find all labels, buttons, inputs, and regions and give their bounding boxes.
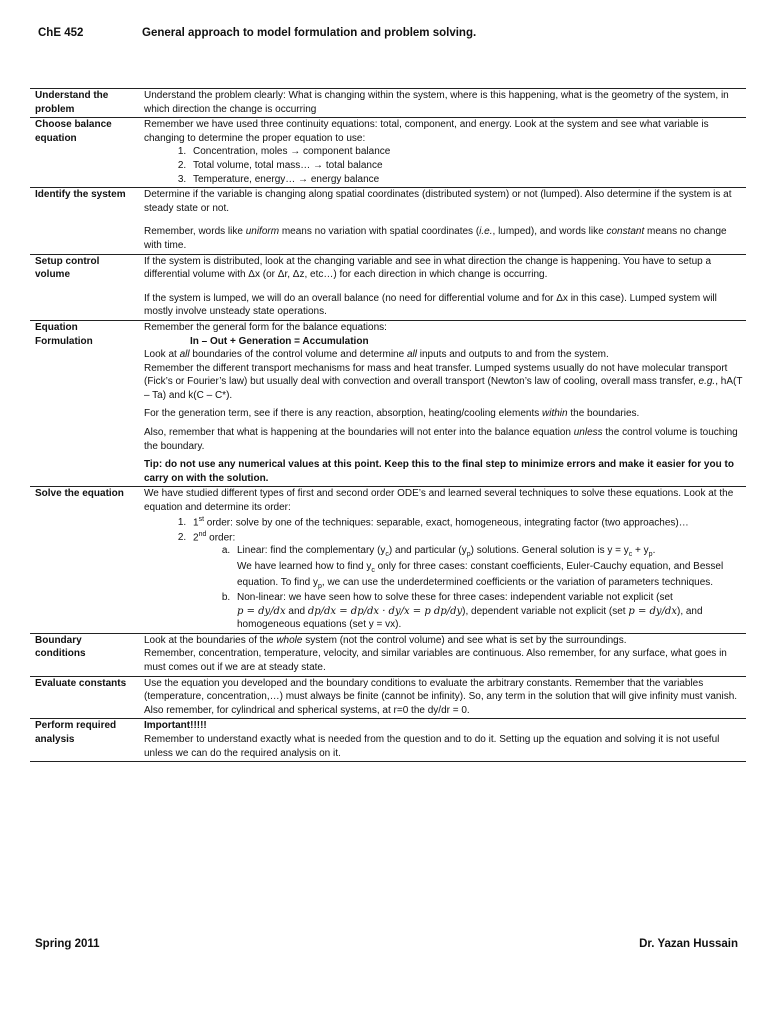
table-row <box>30 633 746 676</box>
row-content: Look at the boundaries of the whole system (not the control volume) and see what is set by the surroundings. Remember, concentration, temperature, velocity, and similar variables are continuous. Also remember, for any surface, what goes in must comes out if we are at steady state. <box>144 634 727 673</box>
row-label: Understand the problem <box>35 90 109 115</box>
table-row <box>30 487 746 633</box>
row-content: Determine if the variable is changing along spatial coordinates (distributed system) or not (lumped). Also determine if the system is at steady state or not. Remember, words like uniform means no variation with spatial coordinates (i.e., lumped), and words like constant means no change with time. <box>144 189 732 251</box>
course-code: ChE 452 <box>38 27 84 39</box>
important-note: Important!!!!! <box>144 720 207 732</box>
row-label: Equation Formulation <box>35 321 93 347</box>
row-label: Choose balance equation <box>35 119 112 144</box>
substitution-equation: p = dy/dx <box>237 605 286 617</box>
row-content: Understand the problem clearly: What is changing within the system, where is this happening, what is the geometry of the system, in which direction the change is occurring <box>144 90 729 115</box>
row-label: Boundary conditions <box>35 634 86 660</box>
tip-note: Tip: do not use any numerical values at this point. Keep this to the final step to minimize errors and make it easier for you to carry on with the solution. <box>144 459 734 484</box>
row-label: Solve the equation <box>35 488 124 500</box>
list-item: 1. 1st order: solve by one of the techniques: separable, exact, homogeneous, integrating factor (two approaches)… <box>189 515 743 530</box>
list-item: 1. Concentration, moles → component balance <box>189 145 743 159</box>
row-content: We have studied different types of first and second order ODE’s and learned several techniques to solve these equations. Look at the equation and determine its order: 1. 1st order: solve by one of the techniques: separable, exact, homogeneous, integrating factor (two approaches)… 2. 2nd order: a. Linear: find the complementary $(y_c)$ and particular $(y_p)$ solutions. General solution is $y = y_c + y_p$. We have learned how to find $y_c$ only for three cases: constant coefficients, Euler-Cauchy equation, and Bessel equation. To find $y_p$, we can use the underdetermined coefficients or the variation of parameters techniques. b. Non-linear: we have seen how to solve these for three cases: independent variable not explicit (set p = dy/dx and dp/dx = dp/dx · dy/x = p dp/dy), dependent variable not explicit (set p = dy/dx), and homogeneous equations (set y = vx). <box>136 487 746 633</box>
list-item: a. Linear: find the complementary $(y_c)$ and particular $(y_p)$ solutions. General solution is $y = y_c + y_p$. We have learned how to find $y_c$ only for three cases: constant coefficients, Euler-Cauchy equation, and Bessel equation. To find $y_p$, we can use the underdetermined coefficients or the variation of parameters techniques. <box>233 544 743 591</box>
table-row <box>30 320 746 487</box>
row-content: Remember we have used three continuity equations: total, component, and energy. Look at the system and see what variable is changing to determine the proper equation to use: 1. Concentration, moles → component balance 2. Total volume, total mass… → total balance 3. Temperature, energy… → energy balance <box>136 118 746 188</box>
table-row <box>30 719 746 762</box>
table-row <box>30 188 746 254</box>
second-order-cases <box>193 544 743 631</box>
row-content: If the system is distributed, look at the changing variable and see in what direction the change is happening. You have to setup a differential volume with Δx (or Δr, Δz, etc…) for each direction in which change is occurring. If the system is lumped, we will do an overall balance (no need for differential volume and for Δx in this case). Lumped system will mostly involve unsteady state operations. <box>144 255 717 318</box>
order-list <box>144 515 743 632</box>
list-item: b. Non-linear: we have seen how to solve these for three cases: independent variable not explicit (set p = dy/dx and dp/dx = dp/dx · dy/x = p dp/dy), dependent variable not explicit (set p = dy/dx), and homogeneous equations (set y = vx). <box>233 591 743 632</box>
procedure-table <box>30 88 746 762</box>
row-content: Important!!!!! Remember to understand exactly what is needed from the question and to do it. Setting up the equation and solving it is not useful unless we can do the required analysis on it. <box>136 719 746 762</box>
term-label: Spring 2011 <box>35 938 100 950</box>
list-item: 2. 2nd order: a. Linear: find the complementary $(y_c)$ and particular $(y_p)$ solutions. General solution is $y = y_c + y_p$. We have learned how to find $y_c$ only for three cases: constant coefficients, Euler-Cauchy equation, and Bessel equation. To find $y_p$, we can use the underdetermined coefficients or the variation of parameters techniques. b. Non-linear: we have seen how to solve these for three cases: independent variable not explicit (set p = dy/dx and dp/dx = dp/dx · dy/x = p dp/dy), dependent variable not explicit (set p = dy/dx), and homogeneous equations (set y = vx). <box>189 530 743 632</box>
table-row <box>30 254 746 320</box>
page-title: General approach to model formulation and problem solving. <box>142 27 477 39</box>
equation-choice-list <box>144 145 743 186</box>
row-label: Identify the system <box>35 189 126 201</box>
list-item: 2. Total volume, total mass… → total balance <box>189 159 743 173</box>
table-row <box>30 89 746 118</box>
row-label: Evaluate constants <box>35 677 127 689</box>
row-content: Remember the general form for the balance equations: In – Out + Generation = Accumulation Look at all boundaries of the control volume and determine all inputs and outputs to and from the system. Remember the different transport mechanisms for mass and heat transfer. Lumped systems usually do not have molecular transport (Fick’s or Fourier’s law) but usually deal with convection and overall transport (Newton’s law of cooling, overall mass transfer, e.g., hA(T – Ta) and k(C – C*). For the generation term, see if there is any reaction, absorption, heating/cooling elements within the boundaries. Also, remember that what is happening at the boundaries will not enter into the balance equation unless the control volume is touching the boundary. Tip: do not use any numerical values at this point. Keep this to the final step to minimize errors and make it easier for you to carry on with the solution. <box>144 321 743 484</box>
list-item: 3. Temperature, energy… → energy balance <box>189 173 743 187</box>
author-label: Dr. Yazan Hussain <box>639 938 738 950</box>
row-content: Use the equation you developed and the boundary conditions to evaluate the arbitrary constants. Remember that the variables (temperature, concentration,…) must always be finite (cannot be infinity). So, any term in the solution that will give infinity must vanish. Also remember, for cylindrical and spherical systems, at r=0 the dy/dr = 0. <box>144 677 738 716</box>
substitution-equation: p = dy/dx <box>628 605 677 617</box>
table-row <box>30 676 746 719</box>
row-label: Perform required analysis <box>35 720 117 745</box>
table-row <box>30 118 746 188</box>
row-label: Setup control volume <box>35 255 100 281</box>
derivative-equation: dp/dx = dp/dx · dy/x = p dp/dy <box>307 605 463 617</box>
balance-equation: In – Out + Generation = Accumulation <box>190 335 369 347</box>
